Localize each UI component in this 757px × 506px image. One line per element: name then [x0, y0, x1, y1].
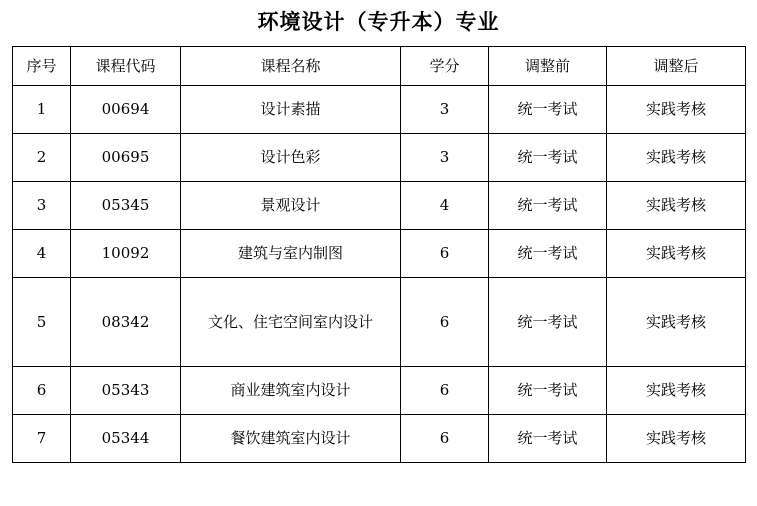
cell-credit: 4 [401, 182, 489, 230]
cell-credit: 6 [401, 367, 489, 415]
table-row [13, 182, 746, 230]
cell-before: 统一考试 [489, 182, 607, 230]
cell-code: 00695 [71, 134, 181, 182]
cell-after: 实践考核 [607, 86, 746, 134]
cell-name: 文化、住宅空间室内设计 [181, 278, 401, 367]
table-row [13, 278, 746, 367]
cell-after: 实践考核 [607, 367, 746, 415]
cell-index: 6 [13, 367, 71, 415]
cell-name: 设计素描 [181, 86, 401, 134]
cell-index: 3 [13, 182, 71, 230]
cell-name: 设计色彩 [181, 134, 401, 182]
cell-after: 实践考核 [607, 182, 746, 230]
table-container [0, 46, 757, 463]
cell-index: 4 [13, 230, 71, 278]
table-row [13, 134, 746, 182]
cell-code: 05345 [71, 182, 181, 230]
cell-after: 实践考核 [607, 278, 746, 367]
table-row [13, 86, 746, 134]
course-adjustment-table [12, 46, 746, 463]
cell-code: 08342 [71, 278, 181, 367]
cell-before: 统一考试 [489, 86, 607, 134]
column-header-index: 序号 [13, 47, 71, 86]
table-row [13, 415, 746, 463]
cell-before: 统一考试 [489, 367, 607, 415]
cell-code: 00694 [71, 86, 181, 134]
cell-name: 商业建筑室内设计 [181, 367, 401, 415]
cell-index: 5 [13, 278, 71, 367]
cell-before: 统一考试 [489, 415, 607, 463]
table-header-row [13, 47, 746, 86]
table-row [13, 367, 746, 415]
cell-credit: 6 [401, 230, 489, 278]
column-header-name: 课程名称 [181, 47, 401, 86]
cell-before: 统一考试 [489, 230, 607, 278]
cell-code: 05343 [71, 367, 181, 415]
column-header-credit: 学分 [401, 47, 489, 86]
cell-name: 建筑与室内制图 [181, 230, 401, 278]
table-body [13, 86, 746, 463]
cell-code: 05344 [71, 415, 181, 463]
table-header [13, 47, 746, 86]
cell-index: 1 [13, 86, 71, 134]
cell-credit: 3 [401, 86, 489, 134]
column-header-after: 调整后 [607, 47, 746, 86]
cell-after: 实践考核 [607, 230, 746, 278]
cell-credit: 3 [401, 134, 489, 182]
cell-after: 实践考核 [607, 134, 746, 182]
cell-name: 餐饮建筑室内设计 [181, 415, 401, 463]
cell-before: 统一考试 [489, 134, 607, 182]
column-header-code: 课程代码 [71, 47, 181, 86]
page-title: 环境设计（专升本）专业 [257, 9, 500, 34]
column-header-before: 调整前 [489, 47, 607, 86]
cell-name: 景观设计 [181, 182, 401, 230]
table-row [13, 230, 746, 278]
cell-credit: 6 [401, 278, 489, 367]
cell-credit: 6 [401, 415, 489, 463]
cell-after: 实践考核 [607, 415, 746, 463]
cell-before: 统一考试 [489, 278, 607, 367]
cell-index: 2 [13, 134, 71, 182]
cell-code: 10092 [71, 230, 181, 278]
cell-index: 7 [13, 415, 71, 463]
